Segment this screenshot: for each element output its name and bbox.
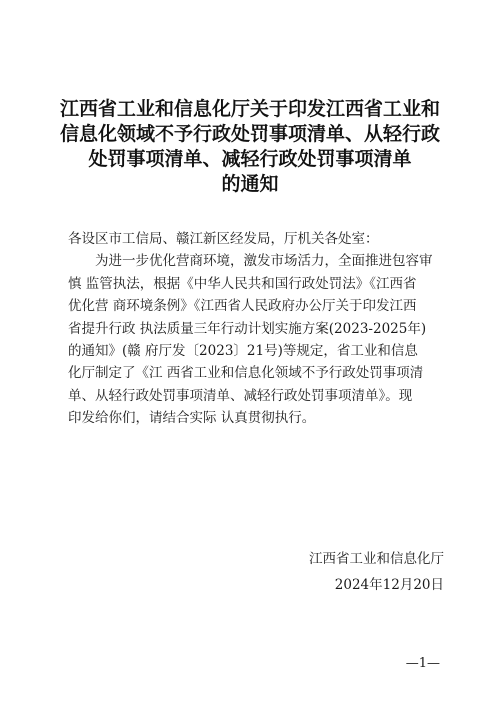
signature-block xyxy=(309,546,444,598)
body-line-4: 省提升行政 执法质量三年行动计划实施方案(2023-2025年) xyxy=(68,320,427,337)
page-number: —1— xyxy=(405,656,440,671)
body-line-7: 单、从轻行政处罚事项清单、减轻行政处罚事项清单》。现 xyxy=(68,387,413,404)
body-line-6: 化厅制定了《江 西省工业和信息化领域不予行政处罚事项清 xyxy=(68,365,424,382)
title-line-1: 江西省工业和信息化厅关于印发江西省工业和 xyxy=(59,98,440,120)
title-line-4: 的通知 xyxy=(221,173,279,195)
title-line-3: 处罚事项清单、减轻行政处罚事项清单 xyxy=(88,148,412,170)
signature-organization: 江西省工业和信息化厅 xyxy=(309,551,444,567)
addressee-line: 各设区市工信局、赣江新区经发局，厅机关各处室： xyxy=(68,231,379,247)
signature-date: 2024年12月20日 xyxy=(334,577,444,593)
body-line-8: 印发给你们，请结合实际 认真贯彻执行。 xyxy=(68,410,316,427)
body-line-5: 的通知》(赣 府厅发〔2023〕21号)等规定，省工业和信息 xyxy=(68,343,418,360)
body-line-2: 慎 监管执法，根据《中华人民共和国行政处罚法》《江西省 xyxy=(68,275,417,292)
title-line-2: 信息化领域不予行政处罚事项清单、从轻行政 xyxy=(59,123,440,145)
body-line-3: 优化营 商环境条例》《江西省人民政府办公厅关于印发江西 xyxy=(68,298,417,315)
document-title xyxy=(40,97,460,197)
document-body xyxy=(68,228,448,430)
body-line-1: 为进一步优化营商环境，激发市场活力，全面推进包容审 xyxy=(95,253,433,270)
